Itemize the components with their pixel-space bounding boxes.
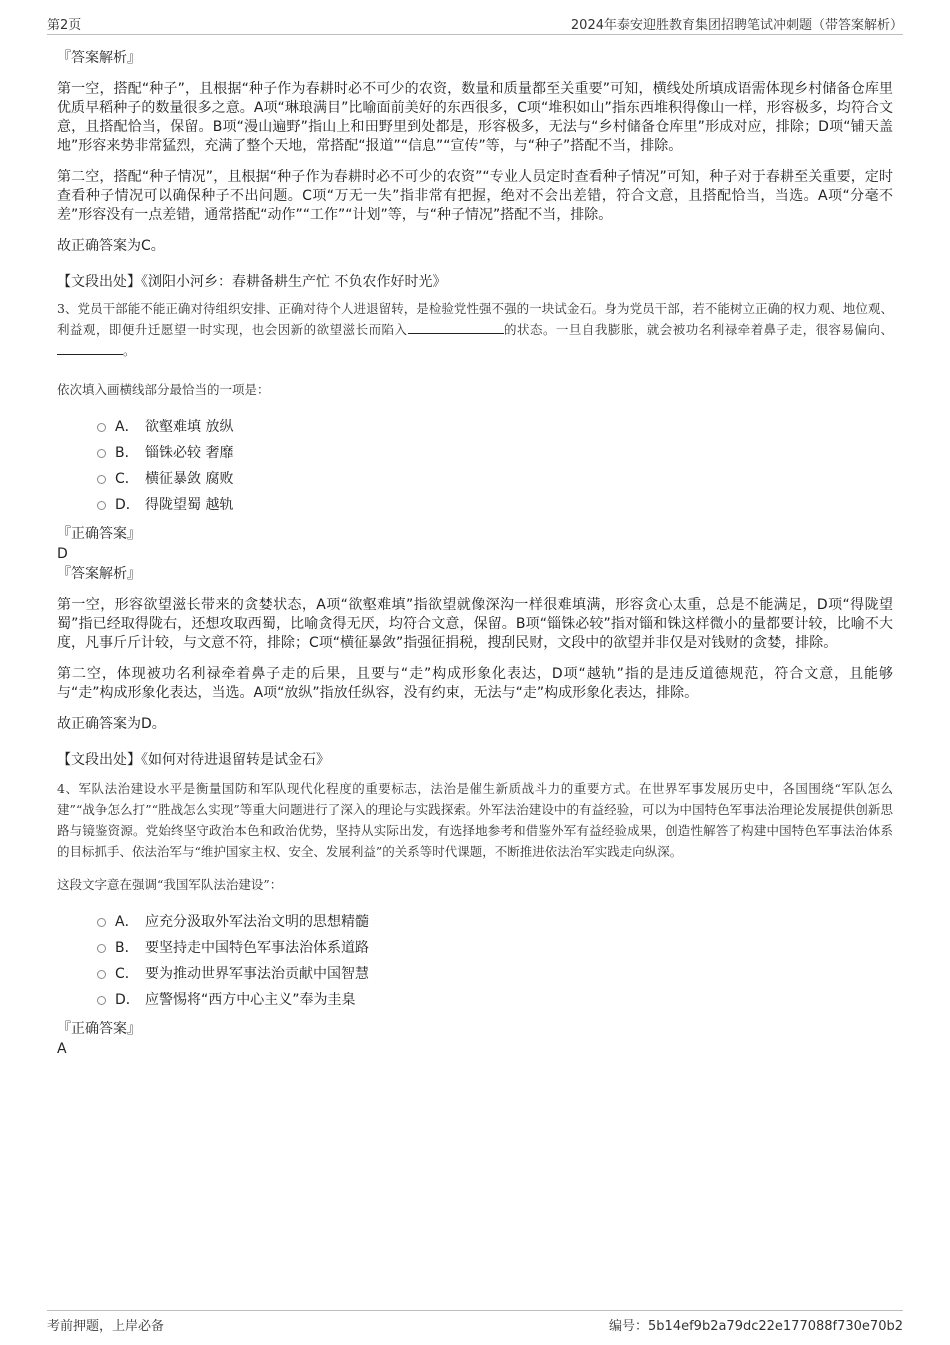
- q3-stem-part-3: 。: [123, 343, 136, 358]
- q4-answer-label: 『正确答案』: [57, 1021, 141, 1037]
- q2-source: 【文段出处】《浏阳小河乡：春耕备耕生产忙 不负农作好时光》: [57, 274, 447, 290]
- q3-option-d[interactable]: D． 得陇望蜀 越轨: [57, 492, 893, 518]
- document-title: 2024年泰安迎胜教育集团招聘笔试冲刺题（带答案解析）: [570, 18, 903, 33]
- page-number: 第2页: [47, 18, 82, 33]
- page-content: [57, 48, 893, 1059]
- q2-conclusion: 故正确答案为C。: [57, 238, 165, 254]
- page-header: [47, 14, 903, 35]
- radio-icon[interactable]: [97, 475, 106, 484]
- q3-source: 【文段出处】《如何对待进退留转是试金石》: [57, 752, 330, 768]
- q3-prompt: 依次填入画横线部分最恰当的一项是：: [57, 382, 270, 397]
- radio-icon[interactable]: [97, 944, 106, 953]
- q3-conclusion: 故正确答案为D。: [57, 716, 166, 732]
- radio-icon[interactable]: [97, 501, 106, 510]
- q3-answer: D: [57, 546, 68, 562]
- page-footer: [47, 1310, 903, 1334]
- q3-analysis-paragraph-1: 第一空，形容欲望滋长带来的贪婪状态，A项“欲壑难填”指欲望就像深沟一样很难填满，形容贪心太重，总是不能满足，D项“得陇望蜀”指已经取得陇右，还想攻取西蜀，比喻贪得无厌，均符合文意，保留。B项“锱铢必较”指对锱和铢这样微小的量都要计较，比喻不大度，凡事斤斤计较，与文意不符，排除；C项“横征暴敛”指强征捐税，搜刮民财，文段中的欲望并非仅是对钱财的贪婪，排除。: [57, 597, 893, 651]
- q2-analysis-label: 『答案解析』: [57, 50, 141, 66]
- q4-stem: 4、军队法治建设水平是衡量国防和军队现代化程度的重要标志，法治是催生新质战斗力的重要方式。在世界军事发展历史中，各国围绕“军队怎么建”“战争怎么打”“胜战怎么实现”等重大问题进行了深入的理论与实践探索。外军法治建设中的有益经验，可以为中国特色军事法治理论发展提供创新思路与镜鉴资源。党始终坚守政治本色和政治优势，坚持从实际出发，有选择地参考和借鉴外军有益经验成果，创造性解答了构建中国特色军事法治体系的目标抓手、依法治军与“维护国家主权、安全、发展利益”的关系等时代课题，不断推进依法治军实践走向纵深。: [57, 781, 893, 859]
- q2-analysis-paragraph-2: 第二空，搭配“种子情况”，且根据“种子作为春耕时必不可少的农资”“专业人员定时查看种子情况”可知，种子对于春耕至关重要，定时查看种子情况可以确保种子不出问题。C项“万无一失”指非常有把握，绝对不会出差错，符合文意，且搭配恰当，当选。A项“分毫不差”形容没有一点差错，通常搭配“动作”“工作”“计划”等，与“种子情况”搭配不当，排除。: [57, 169, 893, 223]
- q3-stem: [57, 298, 893, 361]
- radio-icon[interactable]: [97, 449, 106, 458]
- q3-blank-1: [408, 321, 504, 334]
- q2-analysis-paragraph-1: 第一空，搭配“种子”，且根据“种子作为春耕时必不可少的农资，数量和质量都至关重要”可知，横线处所填成语需体现乡村储备仓库里优质早稻种子的数量很多之意。A项“琳琅满目”比喻面前美好的东西很多，C项“堆积如山”指东西堆积得像山一样，形容极多，均符合文意，且搭配恰当，保留。B项“漫山遍野”指山上和田野里到处都是，形容极多，无法与“乡村储备仓库里”形成对应，排除；D项“铺天盖地”形容来势非常猛烈，充满了整个天地，常搭配“报道”“信息”“宣传”等，与“种子”搭配不当，排除。: [57, 81, 893, 154]
- footer-slogan: 考前押题，上岸必备: [47, 1319, 165, 1334]
- q3-blank-2: [57, 342, 123, 355]
- q3-option-b[interactable]: B． 锱铢必较 奢靡: [57, 440, 893, 466]
- q4-option-a[interactable]: A． 应充分汲取外军法治文明的思想精髓: [57, 909, 893, 935]
- radio-icon[interactable]: [97, 423, 106, 432]
- q4-options: [57, 909, 893, 1013]
- q3-options: [57, 414, 893, 518]
- q3-analysis-label: 『答案解析』: [57, 566, 141, 582]
- radio-icon[interactable]: [97, 970, 106, 979]
- q4-option-b[interactable]: B． 要坚持走中国特色军事法治体系道路: [57, 935, 893, 961]
- radio-icon[interactable]: [97, 918, 106, 927]
- q4-option-d[interactable]: D． 应警惕将“西方中心主义”奉为圭臬: [57, 987, 893, 1013]
- q4-option-c[interactable]: C． 要为推动世界军事法治贡献中国智慧: [57, 961, 893, 987]
- q3-option-a[interactable]: A． 欲壑难填 放纵: [57, 414, 893, 440]
- q3-analysis-paragraph-2: 第二空，体现被功名利禄牵着鼻子走的后果，且要与“走”构成形象化表达，D项“越轨”指的是违反道德规范，符合文意，且能够与“走”构成形象化表达，当选。A项“放纵”指放任纵容，没有约束，无法与“走”构成形象化表达，排除。: [57, 666, 893, 701]
- q4-answer: A: [57, 1041, 67, 1057]
- radio-icon[interactable]: [97, 996, 106, 1005]
- document-code: 编号：5b14ef9b2a79dc22e177088f730e70b2: [609, 1319, 903, 1334]
- q3-option-c[interactable]: C． 横征暴敛 腐败: [57, 466, 893, 492]
- q3-stem-part-1: 3、党员干部能不能正确对待组织安排、正确对待个人进退留转，是检验党性强不强的一块试金石。身为党员干部，若不能树立正确的权力观、地位观、利益观，即便升迁愿望一时实现，也会因新的欲望滋长而陷入: [57, 301, 893, 337]
- q3-answer-label: 『正确答案』: [57, 526, 141, 542]
- q3-stem-part-2: 的状态。一旦自我膨胀，就会被功名利禄牵着鼻子走，很容易偏向、: [503, 322, 893, 337]
- q4-prompt: 这段文字意在强调“我国军队法治建设”：: [57, 877, 283, 892]
